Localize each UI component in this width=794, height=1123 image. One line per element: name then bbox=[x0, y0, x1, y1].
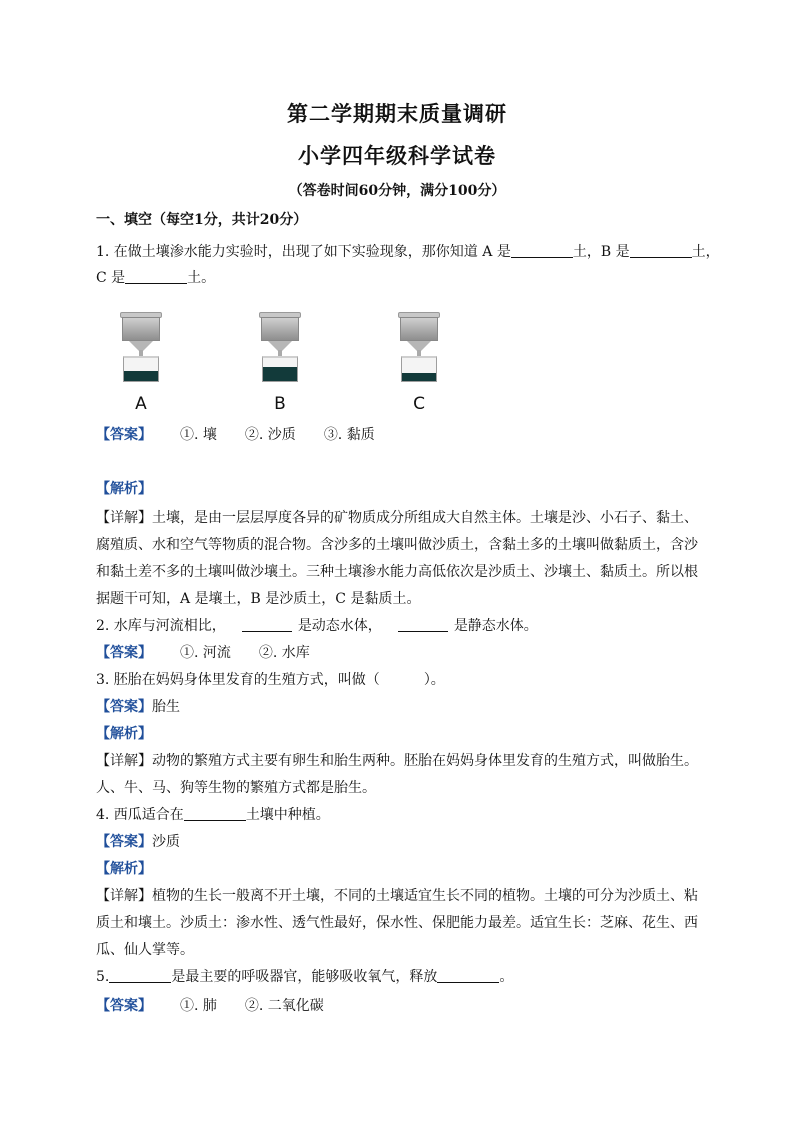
q5-text: 5. bbox=[96, 969, 110, 985]
figure-label-a: A bbox=[135, 394, 147, 414]
answer-tag: 【答案】 bbox=[96, 998, 152, 1014]
exam-title: 第二学期期末质量调研 bbox=[287, 101, 507, 126]
q1-detail-line: 和黏土差不多的土壤叫做沙壤土。三种土壤渗水能力高低依次是沙质土、沙壤土、黏质土。所以根 bbox=[96, 564, 698, 580]
answer-item: ①. 肺 bbox=[180, 998, 217, 1014]
funnel-apparatus-b bbox=[259, 312, 301, 384]
q2-text: 是静态水体。 bbox=[453, 618, 538, 634]
analysis-tag: 【解析】 bbox=[96, 481, 152, 497]
funnel-apparatus-c bbox=[398, 312, 440, 384]
q2-text: 2. 水库与河流相比， bbox=[96, 618, 226, 634]
q3-detail-line: 人、牛、马、狗等生物的繁殖方式都是胎生。 bbox=[96, 780, 376, 796]
q1-answer bbox=[96, 426, 706, 444]
q1-text: 土，B 是 bbox=[572, 244, 630, 260]
q4-detail-line: 瓜、仙人掌等。 bbox=[96, 942, 194, 958]
detail-text: 土壤，是由一层层厚度各异的矿物质成分所组成大自然主体。土壤是沙、小石子、黏土、 bbox=[152, 510, 698, 526]
q1-detail-line bbox=[96, 509, 706, 527]
q1-line1 bbox=[96, 243, 720, 261]
q4-answer bbox=[96, 833, 706, 851]
q1-blank-c bbox=[125, 271, 187, 284]
detail-tag: 【详解】 bbox=[96, 888, 152, 904]
q4-text: 4. 西瓜适合在 bbox=[96, 807, 184, 823]
answer-tag: 【答案】 bbox=[96, 645, 152, 661]
figure-label-b: B bbox=[274, 394, 286, 414]
detail-text: 植物的生长一般离不开土壤，不同的土壤适宜生长不同的植物。土壤的可分为沙质土、粘 bbox=[152, 888, 698, 904]
q4-detail-line: 质土和壤土。沙质土：渗水性、透气性最好，保水性、保肥能力最差。适宜生长：芝麻、花生、西 bbox=[96, 915, 698, 931]
answer-item: ①. 壤 bbox=[180, 427, 217, 443]
q1-detail-line: 腐殖质、水和空气等物质的混合物。含沙多的土壤叫做沙质土，含黏土多的土壤叫做黏质土，含沙 bbox=[96, 537, 698, 553]
figure-label-c: C bbox=[413, 394, 425, 414]
water-level-a bbox=[124, 371, 158, 381]
q1-blank-b bbox=[630, 245, 692, 258]
water-level-c bbox=[402, 373, 436, 381]
answer-item: ②. 二氧化碳 bbox=[244, 998, 324, 1014]
q1-text: 1. 在做土壤渗水能力实验时，出现了如下实验现象，那你知道 A 是 bbox=[96, 244, 511, 260]
q2-text: 是动态水体， bbox=[297, 618, 382, 634]
detail-tag: 【详解】 bbox=[96, 510, 152, 526]
q2-blank-b bbox=[398, 619, 448, 632]
section-heading: 一、填空（每空1分，共计20分） bbox=[96, 212, 308, 228]
q1-text: 土， bbox=[691, 244, 720, 260]
q5-text: 。 bbox=[499, 969, 514, 985]
analysis-tag: 【解析】 bbox=[96, 726, 152, 742]
q3-detail-line bbox=[96, 752, 706, 770]
q4-blank bbox=[184, 808, 246, 821]
q2-answer bbox=[96, 644, 706, 662]
answer-item: 沙质 bbox=[152, 834, 180, 850]
q5-blank-a bbox=[109, 970, 171, 983]
q1-blank-a bbox=[511, 245, 573, 258]
q5-blank-b bbox=[437, 970, 499, 983]
q3-text: ）。 bbox=[423, 672, 445, 688]
answer-item: ③. 黏质 bbox=[323, 427, 375, 443]
answer-item: ②. 水库 bbox=[258, 645, 310, 661]
q4-text: 土壤中种植。 bbox=[245, 807, 330, 823]
answer-item: ①. 河流 bbox=[180, 645, 231, 661]
q2-blank-a bbox=[242, 619, 292, 632]
q4-question bbox=[96, 806, 706, 824]
answer-tag: 【答案】 bbox=[96, 427, 152, 443]
q1-analysis bbox=[96, 480, 706, 498]
q5-answer bbox=[96, 997, 706, 1015]
answer-tag: 【答案】 bbox=[96, 834, 152, 850]
answer-item: 胎生 bbox=[152, 699, 180, 715]
water-level-b bbox=[263, 367, 297, 381]
q5-question bbox=[96, 968, 706, 986]
detail-text: 动物的繁殖方式主要有卵生和胎生两种。胚胎在妈妈身体里发育的生殖方式，叫做胎生。 bbox=[152, 753, 698, 769]
answer-tag: 【答案】 bbox=[96, 699, 152, 715]
q4-analysis bbox=[96, 860, 706, 878]
analysis-tag: 【解析】 bbox=[96, 861, 152, 877]
q5-text: 是最主要的呼吸器官，能够吸收氧气，释放 bbox=[171, 969, 438, 985]
answer-item: ②. 沙质 bbox=[244, 427, 296, 443]
q3-analysis bbox=[96, 725, 706, 743]
q1-line2 bbox=[96, 269, 706, 287]
exam-subtitle: 小学四年级科学试卷 bbox=[298, 143, 496, 168]
q1-text: 土。 bbox=[187, 270, 216, 286]
q3-answer bbox=[96, 698, 706, 716]
detail-tag: 【详解】 bbox=[96, 753, 152, 769]
exam-time-note: （答卷时间60分钟，满分100分） bbox=[288, 183, 506, 199]
q1-detail-line: 据题干可知，A 是壤土，B 是沙质土，C 是黏质土。 bbox=[96, 591, 421, 607]
funnel-apparatus-a bbox=[120, 312, 162, 384]
q1-text: C 是 bbox=[96, 270, 126, 286]
q2-question bbox=[96, 617, 706, 635]
q4-detail-line bbox=[96, 887, 706, 905]
q3-question bbox=[96, 671, 706, 689]
q3-text: 3. 胚胎在妈妈身体里发育的生殖方式，叫做（ bbox=[96, 672, 380, 688]
